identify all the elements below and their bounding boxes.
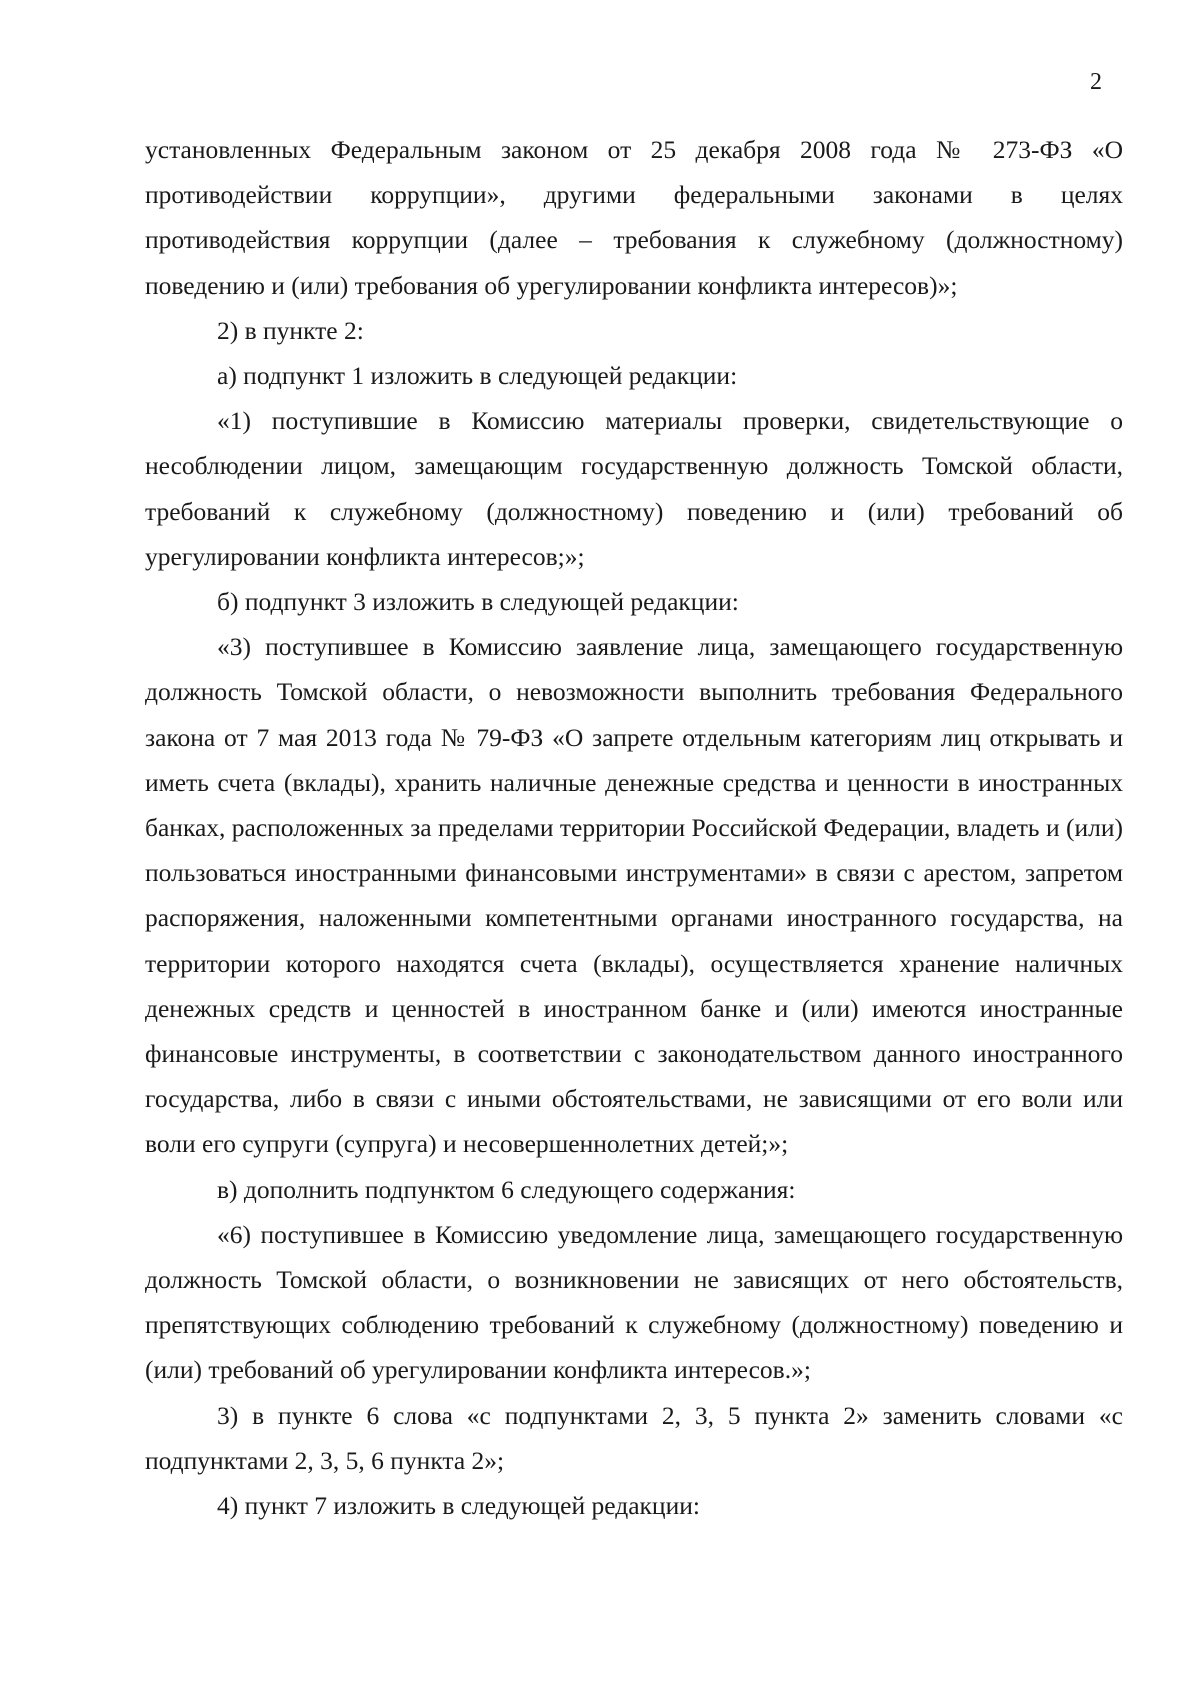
paragraph-2: 2) в пункте 2: [217,315,364,345]
page-number: 2 [1090,69,1102,95]
paragraph-6: «3) поступившее в Комиссию заявление лица, замещающего государственную должность Томской области, о невозможности выполнить требования Федерального закона от 7 мая 2013 года № 79-ФЗ «О запрете отдельным категориям лиц открывать и иметь счета (вклады), хранить наличные денежные средства и ценности в иностранных банках, расположенных за пределами территории Российской Федерации, владеть и (или) пользоваться иностранными финансовыми инструментами» в связи с арестом, запретом распоряжения, наложенными компетентными органами иностранного государства, на территории которого находятся счета (вклады), осуществляется хранение наличных денежных средств и ценностей в иностранном банке и (или) имеются иностранные финансовые инструменты, в соответствии с законодательством данного иностранного государства, либо в связи с иными обстоятельствами, не зависящими от его воли или воли его супруги (супруга) и несовершеннолетних детей;»; [145,632,1123,1159]
paragraph-1: установленных Федеральным законом от 25 декабря 2008 года № 273-ФЗ «О противодействии коррупции», другими федеральными законами в целях противодействия коррупции (далее – требования к служебному (должностному) поведению и (или) требования об урегулировании конфликта интересов)»; [145,135,1123,300]
document-body [145,127,1123,1528]
paragraph-5: б) подпункт 3 изложить в следующей редакции: [217,587,739,617]
paragraph-8: «6) поступившее в Комиссию уведомление лица, замещающего государственную должность Томской области, о возникновении не зависящих от него обстоятельств, препятствующих соблюдению требований к служебному (должностному) поведению и (или) требований об урегулировании конфликта интересов.»; [145,1219,1123,1385]
paragraph-9: 3) в пункте 6 слова «с подпунктами 2, 3, 5 пункта 2» заменить словами «с подпунктами 2, 3, 5, 6 пункта 2»; [145,1400,1123,1475]
paragraph-10: 4) пункт 7 изложить в следующей редакции: [217,1491,700,1521]
paragraph-7: в) дополнить подпунктом 6 следующего содержания: [217,1174,796,1204]
paragraph-4: «1) поступившие в Комиссию материалы проверки, свидетельствующие о несоблюдении лицом, замещающим государственную должность Томской области, требований к служебному (должностному) поведению и (или) требований об урегулировании конфликта интересов;»; [145,406,1123,571]
paragraph-3: а) подпункт 1 изложить в следующей редакции: [217,361,738,391]
